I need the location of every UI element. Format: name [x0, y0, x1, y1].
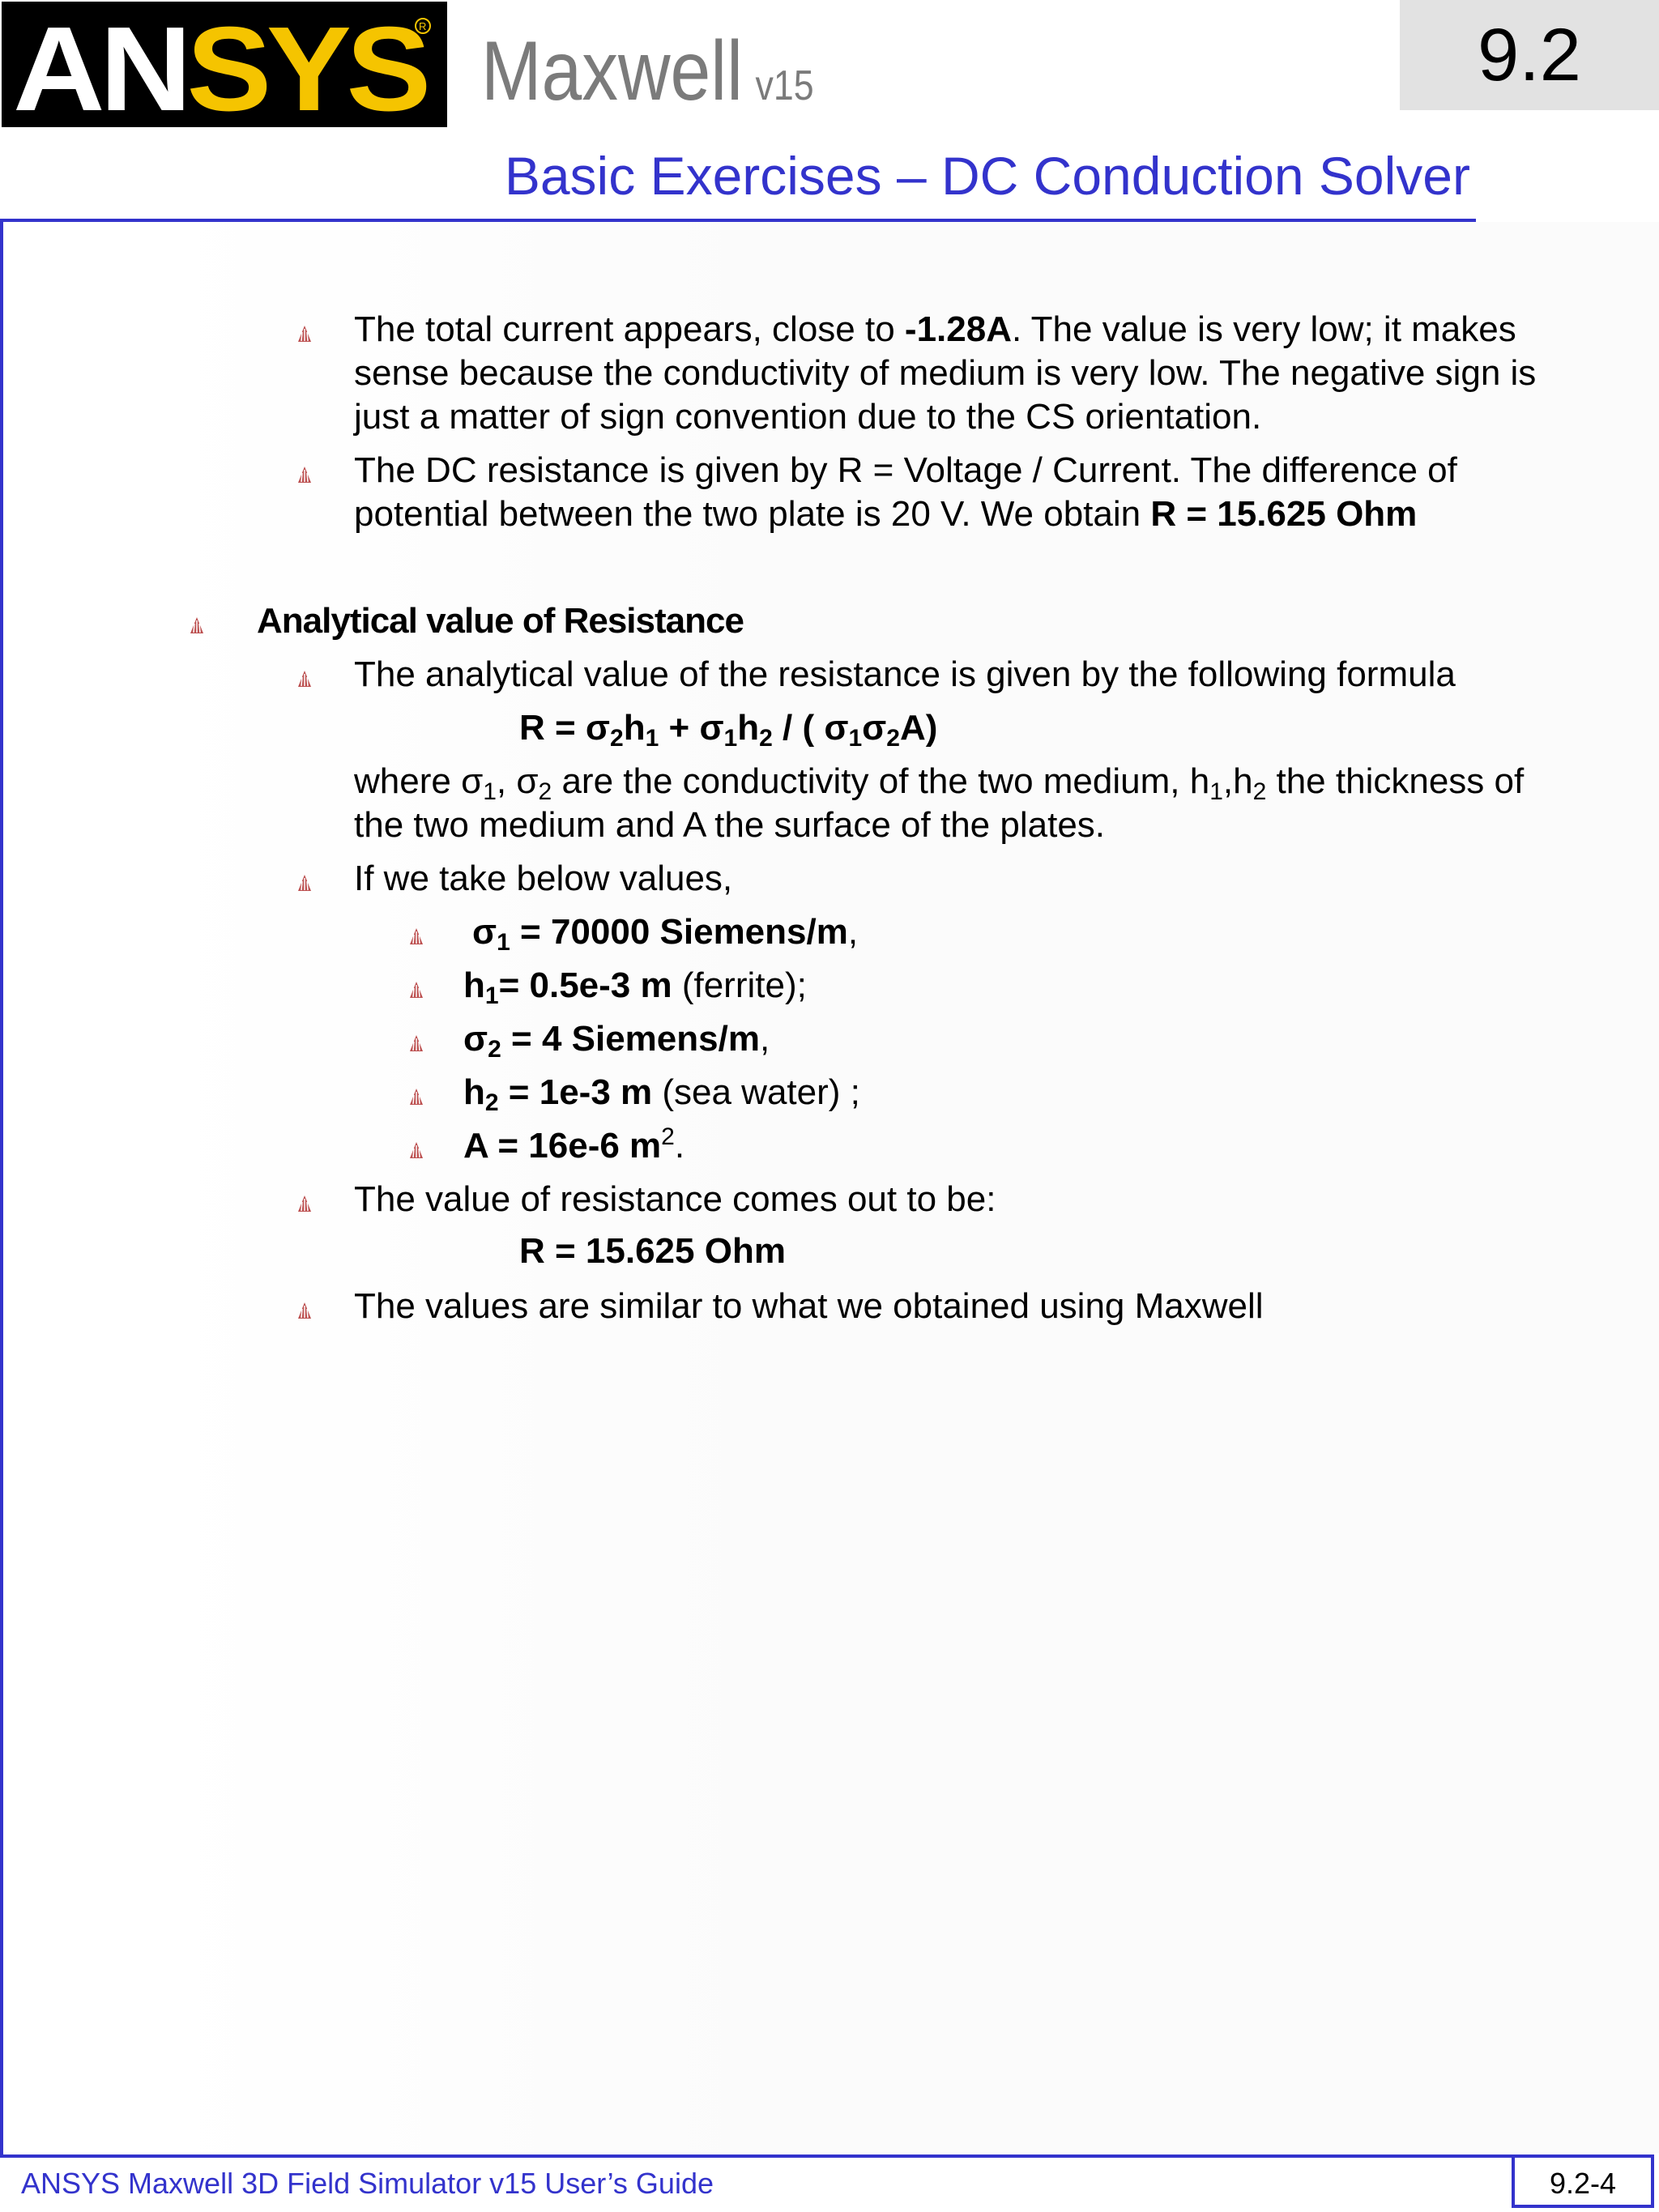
svg-text:ANSYS: ANSYS — [13, 2, 412, 127]
value-part: A = 16e-6 m — [463, 1126, 662, 1166]
page-number-box — [1512, 2154, 1654, 2208]
value-part: . — [674, 1126, 685, 1166]
value-part: (ferrite); — [672, 965, 807, 1005]
page-number: 9.2-4 — [1549, 2167, 1617, 2200]
bullet-icon — [409, 1140, 424, 1160]
current-line-1 — [354, 308, 1516, 352]
value-part: , — [847, 912, 859, 952]
formula-part: R = σ — [519, 708, 611, 748]
svg-text:R: R — [419, 20, 427, 32]
value-sub: 1 — [484, 982, 499, 1009]
footer-divider — [0, 2154, 1512, 2158]
resistance-formula — [519, 706, 937, 750]
where-sub: 2 — [538, 778, 552, 805]
value-part: (sea water) ; — [652, 1072, 860, 1112]
formula-sub: 1 — [848, 725, 863, 752]
where-sub: 1 — [483, 778, 497, 805]
formula-sub: 1 — [723, 725, 738, 752]
bullet-icon — [297, 873, 312, 893]
value-part: = 4 Siemens/m — [501, 1019, 760, 1059]
value-part: = 1e-3 m — [498, 1072, 653, 1112]
analytical-heading: Analytical value of Resistance — [257, 601, 744, 641]
value-part: = 0.5e-3 m — [498, 965, 672, 1005]
formula-part: + σ — [659, 708, 724, 748]
value-sup: 2 — [661, 1123, 675, 1150]
bullet-icon — [297, 1194, 312, 1213]
product-label: Maxwell — [481, 24, 744, 118]
current-text-end: . The value is very low; it makes — [1012, 309, 1516, 349]
where-part: the thickness of — [1266, 761, 1525, 801]
formula-part: / ( σ — [772, 708, 849, 748]
bullet-icon — [409, 1087, 424, 1106]
value-sub: 2 — [484, 1089, 499, 1116]
value-part: σ — [463, 1019, 488, 1059]
current-text: The total current appears, close to — [354, 309, 905, 349]
where-line-2: the two medium and A the surface of the plates. — [354, 805, 1106, 845]
value-h2 — [463, 1071, 860, 1115]
value-part: = 70000 Siemens/m — [510, 912, 848, 952]
value-h1 — [463, 964, 807, 1008]
value-part: , — [759, 1019, 770, 1059]
formula-sub: 2 — [886, 725, 900, 752]
bullet-icon — [409, 927, 424, 946]
value-part: h — [463, 1072, 485, 1112]
value-area — [463, 1124, 684, 1168]
value-sigma2 — [463, 1017, 770, 1061]
current-line-2: sense because the conductivity of medium is very low. The negative sign is — [354, 353, 1537, 393]
where-line-1 — [354, 760, 1524, 803]
where-part: ,h — [1222, 761, 1253, 801]
where-part: where σ — [354, 761, 484, 801]
value-part: σ — [472, 912, 497, 952]
take-values: If we take below values, — [354, 859, 733, 898]
formula-part: A) — [899, 708, 938, 748]
bullet-icon — [297, 669, 312, 688]
where-part: , σ — [496, 761, 539, 801]
where-part: are the conductivity of the two medium, h — [552, 761, 1210, 801]
analytical-intro: The analytical value of the resistance is given by the following formula — [354, 654, 1456, 694]
dc-line-1: The DC resistance is given by R = Voltage / Current. The difference of — [354, 450, 1457, 490]
bullet-icon — [297, 324, 312, 343]
formula-sub: 2 — [759, 725, 773, 752]
formula-sub: 1 — [645, 725, 659, 752]
current-line-3: just a matter of sign convention due to the CS orientation. — [354, 397, 1262, 437]
formula-sub: 2 — [610, 725, 624, 752]
value-sigma1 — [472, 910, 858, 954]
result-value: R = 15.625 Ohm — [519, 1231, 786, 1271]
bullet-icon — [297, 465, 312, 484]
bullet-icon — [190, 616, 204, 635]
formula-part: σ — [862, 708, 887, 748]
where-sub: 1 — [1209, 778, 1223, 805]
page-title: Basic Exercises – DC Conduction Solver — [504, 146, 1470, 206]
footer-guide-title: ANSYS Maxwell 3D Field Simulator v15 User’s Guide — [21, 2167, 714, 2200]
dc-resistance-value: R = 15.625 Ohm — [1150, 494, 1418, 534]
result-intro: The value of resistance comes out to be: — [354, 1179, 996, 1219]
conclusion: The values are similar to what we obtained using Maxwell — [354, 1286, 1264, 1326]
formula-part: h — [623, 708, 646, 748]
dc-text: potential between the two plate is 20 V. We obtain — [354, 494, 1151, 534]
value-part: h — [463, 965, 485, 1005]
product-version: v15 — [755, 62, 814, 109]
formula-part: h — [737, 708, 760, 748]
where-sub: 2 — [1252, 778, 1267, 805]
bullet-icon — [409, 1034, 424, 1053]
bullet-icon — [409, 980, 424, 999]
dc-line-2 — [354, 492, 1417, 536]
section-number: 9.2 — [1478, 14, 1581, 96]
value-sub: 1 — [497, 929, 510, 956]
current-value: -1.28A — [904, 309, 1012, 349]
value-sub: 2 — [488, 1036, 501, 1063]
bullet-icon — [297, 1301, 312, 1320]
